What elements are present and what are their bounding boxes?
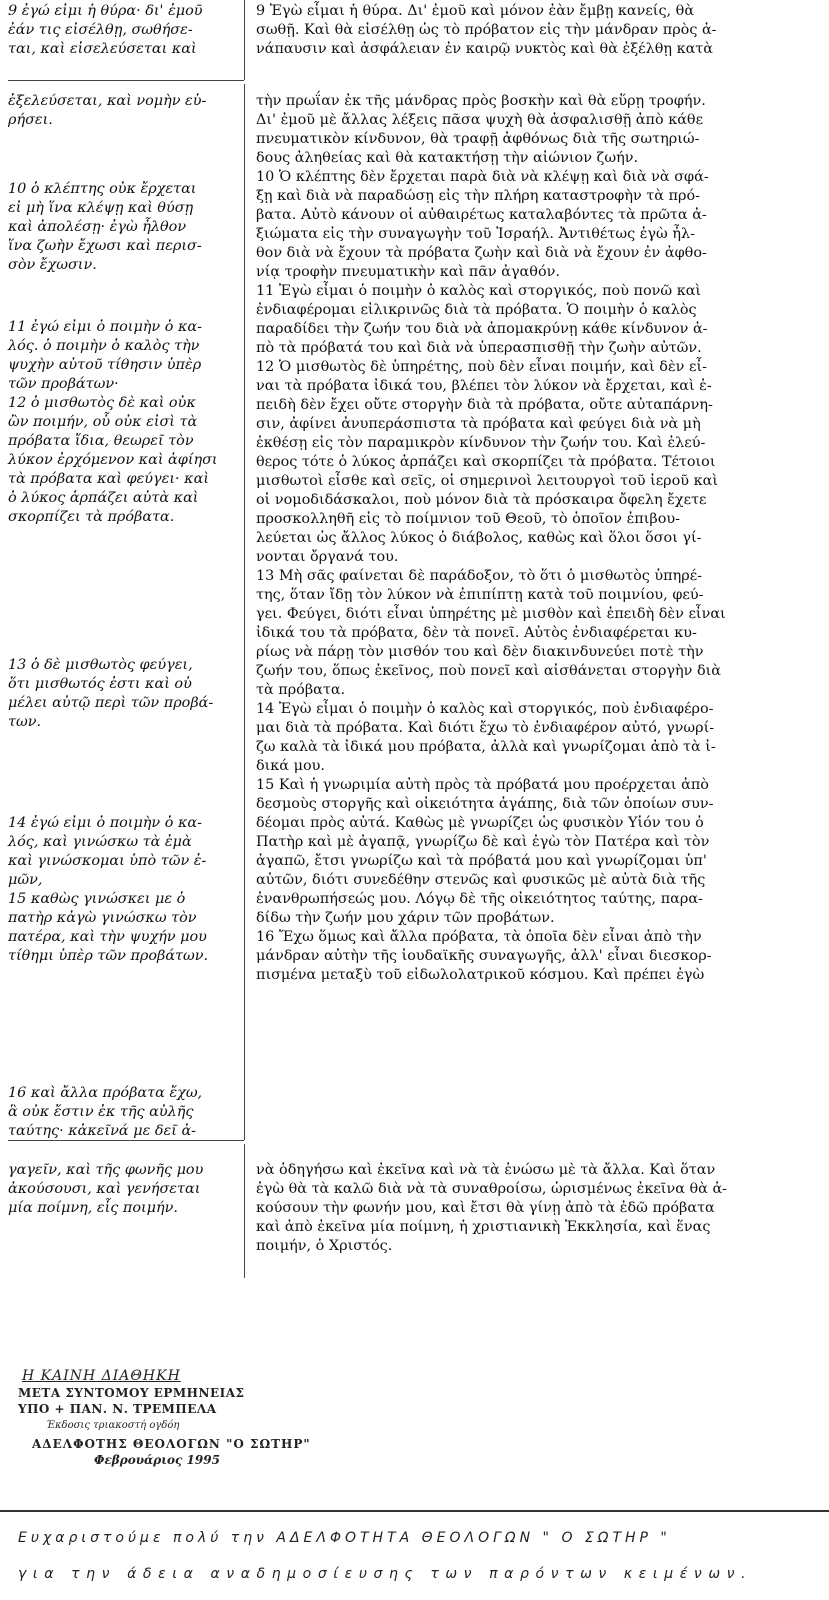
commentary-verse-9: 9 Ἐγὼ εἶμαι ἡ θύρα. Δι' ἐμοῦ καὶ μόνον ἐὰν ἔμβῃ κανείς, θὰ σωθῇ. Καὶ θὰ εἰσέλθῃ ὡς τὸ πρόβατον εἰς τὴν μάνδραν πρὸς ἀ- νάπαυσιν καὶ ἀσφάλειαν ἐν καιρῷ νυκτὸς καὶ θὰ ἐξέλθῃ κατὰ xyxy=(256,3,717,57)
original-verse-11-12: 11 ἐγώ εἰμι ὁ ποιμὴν ὁ κα- λός. ὁ ποιμὴν ὁ καλὸς τὴν ψυχὴν αὐτοῦ τίθησιν ὑπὲρ τῶν προβάτων· 12 ὁ μισθωτὸς δὲ καὶ οὐκ ὢν ποιμήν, οὗ οὐκ εἰσὶ τὰ πρόβατα ἴδια, θεωρεῖ τὸν λύκον ἐρχόμενον καὶ ἀφίησι τὰ πρόβατα καὶ φεύγει· καὶ ὁ λύκος ἁρπάζει αὐτὰ καὶ σκορπίζει τὰ πρόβατα. xyxy=(8,319,218,525)
book-date: Φεβρουάριος 1995 xyxy=(94,1453,220,1467)
original-text-col-7 xyxy=(8,1084,244,1141)
book-author: ΥΠΟ + ΠΑΝ. Ν. ΤΡΕΜΠΕΛΑ xyxy=(18,1402,217,1416)
column-divider-2 xyxy=(244,84,245,1140)
original-text-col-8 xyxy=(8,1161,244,1218)
commentary-block-3 xyxy=(256,1161,824,1256)
book-edition: Έκδοσις τριακοστή ογδόη xyxy=(46,1420,180,1431)
commentary-block-1 xyxy=(256,2,824,59)
thanks-line-2: για την άδεια αναδημοσίευσης των παρόντων κειμένων. xyxy=(18,1566,753,1582)
footer-rule xyxy=(0,1510,829,1512)
original-text-col-6 xyxy=(8,814,244,966)
source-credit xyxy=(18,1368,338,1467)
original-verse-16: 16 καὶ ἄλλα πρόβατα ἔχω, ἃ οὐκ ἔστιν ἐκ τῆς αὐλῆς ταύτης· κἀκεῖνά με δεῖ ἀ- xyxy=(8,1085,203,1139)
original-verse-9: 9 ἐγώ εἰμι ἡ θύρα· δι' ἐμοῦ ἐάν τις εἰσέλθῃ, σωθήσε- ται, καὶ εἰσελεύσεται καὶ xyxy=(8,3,203,57)
book-publisher: ΑΔΕΛΦΟΤΗΣ ΘΕΟΛΟΓΩΝ "Ο ΣΩΤΗΡ" xyxy=(32,1437,311,1451)
original-verse-14-15: 14 ἐγώ εἰμι ὁ ποιμὴν ὁ κα- λός, καὶ γινώσκω τὰ ἐμὰ καὶ γινώσκομαι ὑπὸ τῶν ἐ- μῶν, 15 καθὼς γινώσκει με ὁ πατὴρ κἀγὼ γινώσκω τὸν πατέρα, καὶ τὴν ψυχήν μου τίθημι ὑπὲρ τῶν προβάτων. xyxy=(8,815,209,964)
column-divider-3 xyxy=(244,1144,245,1278)
original-text-col-5 xyxy=(8,656,244,732)
original-text-col-3 xyxy=(8,180,244,275)
commentary-block-2 xyxy=(256,92,824,985)
column-divider-1 xyxy=(244,0,245,80)
original-text-col-4 xyxy=(8,318,244,527)
book-title: Η ΚΑΙΝΗ ΔΙΑΘΗΚΗ xyxy=(22,1368,181,1384)
original-text-col-2 xyxy=(8,92,244,130)
commentary-verse-16-cont: νὰ ὁδηγήσω καὶ ἐκεῖνα καὶ νὰ τὰ ἑνώσω μὲ τὰ ἄλλα. Καὶ ὅταν ἐγὼ θὰ τὰ καλῶ διὰ νὰ τὰ συναθροίσω, ὡρισμένως ἐκεῖνα θὰ ἀ- κούσουν τὴν φωνήν μου, καὶ ἔτσι θὰ γίνῃ ἀπὸ τὰ ἐδῶ πρόβατα καὶ ἀπὸ ἐκεῖνα μία ποίμνη, ἡ χριστιανικὴ Ἐκκλησία, καὶ ἕνας ποιμήν, ὁ Χριστός. xyxy=(256,1162,728,1254)
original-text-col-1 xyxy=(8,2,244,59)
column-rule-1 xyxy=(8,80,244,81)
thanks-line-1: Ευχαριστούμε πολύ την ΑΔΕΛΦΟΤΗΤΑ ΘΕΟΛΟΓΩΝ " Ο ΣΩΤΗΡ " xyxy=(18,1530,671,1546)
original-verse-16-cont: γαγεῖν, καὶ τῆς φωνῆς μου ἀκούσουσι, καὶ γενήσεται μία ποίμνη, εἷς ποιμήν. xyxy=(8,1162,204,1216)
original-verse-9-cont: ἐξελεύσεται, καὶ νομὴν εὑ- ρήσει. xyxy=(8,93,207,128)
commentary-verses-9-16: τὴν πρωΐαν ἐκ τῆς μάνδρας πρὸς βοσκὴν καὶ θὰ εὕρῃ τροφήν. Δι' ἐμοῦ μὲ ἄλλας λέξεις πᾶσα ψυχὴ θὰ ἀσφαλισθῇ ἀπὸ κάθε πνευματικὸν κίνδυνον, θὰ τραφῇ ἀφθόνως διὰ τῆς σωτηριώ- δους ἀληθείας καὶ θὰ κατακτήσῃ τὴν αἰώνιον ζωήν. 10 Ὁ κλέπτης δὲν ἔρχεται παρὰ διὰ νὰ κλέψῃ καὶ διὰ νὰ σφά- ξῃ καὶ διὰ νὰ παραδώσῃ εἰς τὴν πλήρη καταστροφὴν τὰ πρό- βατα. Αὐτὸ κάνουν οἱ αὐθαιρέτως καταλαβόντες τὰ πρῶτα ἀ- ξιώματα εἰς τὴν συναγωγὴν τοῦ Ἰσραήλ. Ἀντιθέτως ἐγὼ ἦλ- θον διὰ νὰ ἔχουν τὰ πρόβατα ζωὴν καὶ διὰ νὰ ἔχουν ἐν ἀφθο- νίᾳ τροφὴν πνευματικὴν καὶ πᾶν ἀγαθόν. 11 Ἐγὼ εἶμαι ὁ ποιμὴν ὁ καλὸς καὶ στοργικός, ποὺ πονῶ καὶ ἐνδιαφέρομαι εἰλικρινῶς διὰ τὰ πρόβατα. Ὁ ποιμὴν ὁ καλὸς παραδίδει τὴν ζωήν του διὰ νὰ ἀπομακρύνῃ κάθε κίνδυνον ἀ- πὸ τὰ πρόβατά του καὶ διὰ νὰ ὑπερασπισθῇ τὴν ζωὴν αὐτῶν. 12 Ὁ μισθωτὸς δὲ ὑπηρέτης, ποὺ δὲν εἶναι ποιμήν, καὶ δὲν εἶ- ναι τὰ πρόβατα ἰδικά του, βλέπει τὸν λύκον νὰ ἔρχεται, καὶ ἐ- πειδὴ δὲν ἔχει οὔτε στοργὴν διὰ τὰ πρόβατα, οὔτε αὐταπάρνη- σιν, ἀφίνει ἀνυπεράσπιστα τὰ πρόβατα καὶ φεύγει διὰ νὰ μὴ ἐκθέσῃ εἰς τὸν παραμικρὸν κίνδυνον τὴν ζωήν του. Καὶ ἐλεύ- θερος τότε ὁ λύκος ἁρπάζει καὶ σκορπίζει τὰ πρόβατα. Τέτοιοι μισθωτοὶ εἶσθε καὶ σεῖς, οἱ σημερινοὶ λειτουργοὶ τοῦ ἱεροῦ καὶ οἱ νομοδιδάσκαλοι, ποὺ μόνον διὰ τὰ πρόσκαιρα ὄφελη ἔχετε προσκολληθῆ εἰς τὸ ποίμνιον τοῦ Θεοῦ, τὸ ὁποῖον ἐπιβου- λεύεται ὡς ἄλλος λύκος ὁ διάβολος, καθὼς καὶ ὅλοι ὅσοι γί- νονται ὄργανά του. 13 Μὴ σᾶς φαίνεται δὲ παράδοξον, τὸ ὅτι ὁ μισθωτὸς ὑπηρέ- της, ὅταν ἴδῃ τὸν λύκον νὰ ἐπιπίπτῃ κατὰ τοῦ ποιμνίου, φεύ- γει. Φεύγει, διότι εἶναι ὑπηρέτης μὲ μισθὸν καὶ ἐπειδὴ δὲν εἶναι ἰδικά του τὰ πρόβατα, δὲν τὰ πονεῖ. Αὐτὸς ἐνδιαφέρεται κυ- ρίως νὰ πάρῃ τὸν μισθόν του καὶ δὲν διακινδυνεύει ποτὲ τὴν ζωήν του, ὅπως ἐκεῖνος, ποὺ πονεῖ καὶ αἰσθάνεται στοργὴν διὰ τὰ πρόβατα. 14 Ἐγὼ εἶμαι ὁ ποιμὴν ὁ καλὸς καὶ στοργικός, ποὺ ἐνδιαφέρο- μαι διὰ τὰ πρόβατα. Καὶ διότι ἔχω τὸ ἐνδιαφέρον αὐτό, γνωρί- ζω καλὰ τὰ ἰδικά μου πρόβατα, ἀλλὰ καὶ γνωρίζομαι ἀπὸ τὰ ἰ- δικά μου. 15 Καὶ ἡ γνωριμία αὐτὴ πρὸς τὰ πρόβατά μου προέρχεται ἀπὸ δεσμοὺς στοργῆς καὶ οἰκειότητα ἀγάπης, διὰ τῶν ὁποίων συν- δέομαι πρὸς αὐτά. Καθὼς μὲ γνωρίζει ὡς φυσικὸν Υἱόν του ὁ Πατὴρ καὶ μὲ ἀγαπᾷ, γνωρίζω δὲ καὶ ἐγὼ τὸν Πατέρα καὶ τὸν ἀγαπῶ, ἔτσι γνωρίζω καὶ τὰ πρόβατά μου καὶ γνωρίζομαι ὑπ' αὐτῶν, διότι συνεδέθην στενῶς καὶ φυσικῶς μὲ αὐτὰ διὰ τῆς ἐνανθρωπήσεώς μου. Λόγῳ δὲ τῆς οἰκειότητος ταύτης, παρα- δίδω τὴν ζωήν μου χάριν τῶν προβάτων. 16 Ἔχω ὅμως καὶ ἄλλα πρόβατα, τὰ ὁποῖα δὲν εἶναι ἀπὸ τὴν μάνδραν αὐτὴν τῆς ἰουδαϊκῆς συναγωγῆς, ἀλλ' εἶναι διεσκορ- πισμένα μεταξὺ τοῦ εἰδωλολατρικοῦ κόσμου. Καὶ πρέπει ἐγὼ xyxy=(256,93,726,983)
original-verse-10: 10 ὁ κλέπτης οὐκ ἔρχεται εἰ μὴ ἵνα κλέψῃ καὶ θύσῃ καὶ ἀπολέσῃ· ἐγὼ ἦλθον ἵνα ζωὴν ἔχωσι καὶ περισ- σὸν ἔχωσιν. xyxy=(8,181,202,273)
book-subtitle: ΜΕΤΑ ΣΥΝΤΟΜΟΥ ΕΡΜΗΝΕΙΑΣ xyxy=(18,1386,245,1400)
original-verse-13: 13 ὁ δὲ μισθωτὸς φεύγει, ὅτι μισθωτός ἐστι καὶ οὐ μέλει αὐτῷ περὶ τῶν προβά- των. xyxy=(8,657,214,730)
